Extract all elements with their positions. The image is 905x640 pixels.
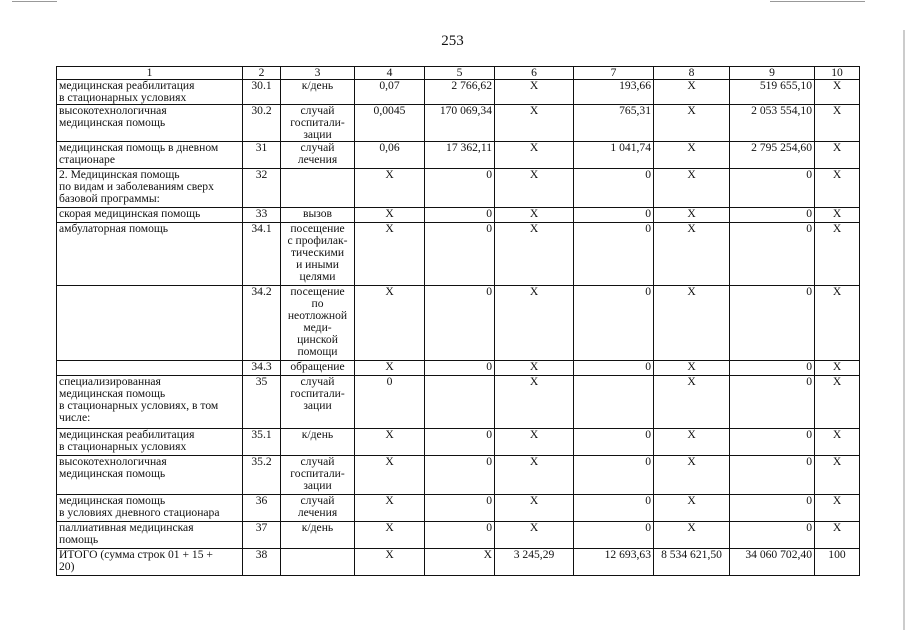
data-table — [56, 66, 860, 576]
table-cell: 0 — [574, 169, 654, 208]
table-cell: X — [654, 208, 730, 223]
row-label: паллиативная медицинская помощь — [57, 522, 243, 549]
table-cell: X — [815, 142, 860, 169]
table-row — [57, 169, 860, 208]
column-number: 6 — [495, 67, 574, 80]
table-cell: X — [815, 286, 860, 361]
table-cell: X — [654, 495, 730, 522]
row-label: 2. Медицинская помощь по видам и заболеваниям сверх базовой программы: — [57, 169, 243, 208]
table-cell: 0 — [574, 361, 654, 376]
table-cell: 31 — [243, 142, 281, 169]
table-cell: 0,0045 — [355, 105, 425, 142]
table-cell: X — [495, 142, 574, 169]
table-cell: X — [654, 522, 730, 549]
table-cell: 2 053 554,10 — [730, 105, 815, 142]
table-cell — [281, 169, 355, 208]
table-cell: к/день — [281, 80, 355, 105]
table-cell: X — [654, 169, 730, 208]
table-cell: X — [815, 105, 860, 142]
table-cell: обращение — [281, 361, 355, 376]
table-cell: X — [654, 223, 730, 286]
table-cell: 0 — [425, 429, 495, 456]
table-cell: случай госпитали- зации — [281, 456, 355, 495]
table-cell: X — [815, 522, 860, 549]
column-number: 4 — [355, 67, 425, 80]
column-number: 5 — [425, 67, 495, 80]
table-cell: 36 — [243, 495, 281, 522]
page-number: 253 — [441, 33, 464, 49]
row-label — [57, 361, 243, 376]
table-row — [57, 549, 860, 576]
table-cell: 8 534 621,50 — [654, 549, 730, 576]
table-cell: X — [654, 80, 730, 105]
table-row — [57, 495, 860, 522]
table-cell: 0 — [574, 286, 654, 361]
table-cell: 0 — [355, 376, 425, 429]
table-cell: 0 — [574, 223, 654, 286]
table-row — [57, 361, 860, 376]
table-cell: X — [355, 208, 425, 223]
table-row — [57, 105, 860, 142]
table-cell: посещение с профилак- тическими и иными целями — [281, 223, 355, 286]
table-cell: вызов — [281, 208, 355, 223]
table-cell: 34.2 — [243, 286, 281, 361]
table-cell: 32 — [243, 169, 281, 208]
table-row — [57, 80, 860, 105]
table-cell: 0 — [574, 208, 654, 223]
table-cell: X — [815, 376, 860, 429]
table-row — [57, 286, 860, 361]
table-cell: 0 — [730, 456, 815, 495]
table-cell: X — [654, 376, 730, 429]
table-cell: 0 — [730, 223, 815, 286]
table-cell: случай лечения — [281, 495, 355, 522]
row-label: медицинская помощь в условиях дневного стационара — [57, 495, 243, 522]
table-cell: X — [355, 456, 425, 495]
table-cell: X — [815, 495, 860, 522]
table-cell: X — [654, 456, 730, 495]
table-row — [57, 142, 860, 169]
table-cell — [281, 549, 355, 576]
table-cell: 193,66 — [574, 80, 654, 105]
table-cell: X — [654, 429, 730, 456]
table-cell: X — [355, 495, 425, 522]
table-cell: к/день — [281, 522, 355, 549]
table-cell: X — [495, 456, 574, 495]
table-header-row — [57, 67, 860, 80]
table-cell: 0 — [425, 169, 495, 208]
table-cell: X — [654, 361, 730, 376]
table-cell: 100 — [815, 549, 860, 576]
table-cell: X — [495, 361, 574, 376]
row-label: медицинская помощь в дневном стационаре — [57, 142, 243, 169]
table-cell: 0 — [730, 361, 815, 376]
table-cell: 0 — [730, 429, 815, 456]
table-cell: 0 — [425, 286, 495, 361]
table-cell: 0 — [730, 169, 815, 208]
table-cell: 0,06 — [355, 142, 425, 169]
table-cell: 1 041,74 — [574, 142, 654, 169]
column-number: 8 — [654, 67, 730, 80]
table-cell: 17 362,11 — [425, 142, 495, 169]
table-cell: 33 — [243, 208, 281, 223]
table-cell: X — [495, 286, 574, 361]
table-cell: X — [815, 456, 860, 495]
table-row — [57, 522, 860, 549]
table-cell: 519 655,10 — [730, 80, 815, 105]
table-cell: 30.1 — [243, 80, 281, 105]
column-number: 2 — [243, 67, 281, 80]
table-cell: X — [425, 549, 495, 576]
table-cell: 0 — [574, 429, 654, 456]
row-label: высокотехнологичная медицинская помощь — [57, 105, 243, 142]
table-row — [57, 223, 860, 286]
table-cell: 0 — [425, 223, 495, 286]
table-cell: 0 — [574, 456, 654, 495]
column-number: 9 — [730, 67, 815, 80]
table-cell: случай госпитали- зации — [281, 376, 355, 429]
table-cell: 35.2 — [243, 456, 281, 495]
table-cell — [574, 376, 654, 429]
table-cell: X — [495, 522, 574, 549]
table-cell: 34 060 702,40 — [730, 549, 815, 576]
table-cell: X — [495, 429, 574, 456]
top-rule-right — [770, 1, 865, 2]
row-label: медицинская реабилитация в стационарных условиях — [57, 80, 243, 105]
table-cell: 2 766,62 — [425, 80, 495, 105]
table-cell: 0 — [574, 522, 654, 549]
row-label: ИТОГО (сумма строк 01 + 15 + 20) — [57, 549, 243, 576]
table-cell: X — [495, 223, 574, 286]
table-cell: случай лечения — [281, 142, 355, 169]
table-cell: X — [355, 361, 425, 376]
table-cell: X — [654, 105, 730, 142]
top-rule-left — [12, 1, 57, 2]
table-cell: 765,31 — [574, 105, 654, 142]
table-cell: случай госпитали- зации — [281, 105, 355, 142]
table-cell: 0 — [574, 495, 654, 522]
table-cell: 2 795 254,60 — [730, 142, 815, 169]
table-cell: 38 — [243, 549, 281, 576]
table-row — [57, 429, 860, 456]
table-cell: 35 — [243, 376, 281, 429]
table-cell: 0 — [730, 286, 815, 361]
table-cell: X — [815, 223, 860, 286]
table-cell: X — [495, 208, 574, 223]
row-label: медицинская реабилитация в стационарных условиях — [57, 429, 243, 456]
table-cell: 34.3 — [243, 361, 281, 376]
column-number: 10 — [815, 67, 860, 80]
row-label: скорая медицинская помощь — [57, 208, 243, 223]
table-cell: посещение по неотложной меди- цинской помощи — [281, 286, 355, 361]
row-label — [57, 286, 243, 361]
table-cell: 0 — [425, 456, 495, 495]
table-row — [57, 208, 860, 223]
table-cell: 0 — [730, 495, 815, 522]
column-number: 7 — [574, 67, 654, 80]
table-cell: 37 — [243, 522, 281, 549]
table-cell: X — [654, 142, 730, 169]
table-cell: X — [815, 169, 860, 208]
table-cell: X — [815, 80, 860, 105]
table-row — [57, 376, 860, 429]
table-cell: 34.1 — [243, 223, 281, 286]
table-cell: X — [495, 105, 574, 142]
table-cell: X — [495, 376, 574, 429]
table-cell: X — [654, 286, 730, 361]
table-cell: 12 693,63 — [574, 549, 654, 576]
table-cell: к/день — [281, 429, 355, 456]
table-cell: 35.1 — [243, 429, 281, 456]
column-number: 3 — [281, 67, 355, 80]
table-cell: 0,07 — [355, 80, 425, 105]
table-cell: 0 — [425, 495, 495, 522]
table-row — [57, 456, 860, 495]
table-cell: X — [355, 286, 425, 361]
table-cell: X — [815, 361, 860, 376]
column-number: 1 — [57, 67, 243, 80]
table-cell: 30.2 — [243, 105, 281, 142]
table-cell: X — [355, 522, 425, 549]
table-cell: 0 — [730, 208, 815, 223]
table-cell: 0 — [425, 522, 495, 549]
row-label: высокотехнологичная медицинская помощь — [57, 456, 243, 495]
table-cell: X — [815, 208, 860, 223]
table-cell: 170 069,34 — [425, 105, 495, 142]
row-label: амбулаторная помощь — [57, 223, 243, 286]
table-cell: X — [495, 80, 574, 105]
table-cell: 0 — [425, 361, 495, 376]
table-cell: X — [495, 495, 574, 522]
table-cell: 0 — [425, 208, 495, 223]
table-cell: X — [355, 549, 425, 576]
table-cell: X — [355, 169, 425, 208]
table-cell: X — [815, 429, 860, 456]
table-cell: X — [495, 169, 574, 208]
table-cell: 3 245,29 — [495, 549, 574, 576]
row-label: специализированная медицинская помощь в стационарных условиях, в том числе: — [57, 376, 243, 429]
table-cell: 0 — [730, 376, 815, 429]
table-cell — [425, 376, 495, 429]
table-cell: X — [355, 223, 425, 286]
table-cell: X — [355, 429, 425, 456]
table-cell: 0 — [730, 522, 815, 549]
